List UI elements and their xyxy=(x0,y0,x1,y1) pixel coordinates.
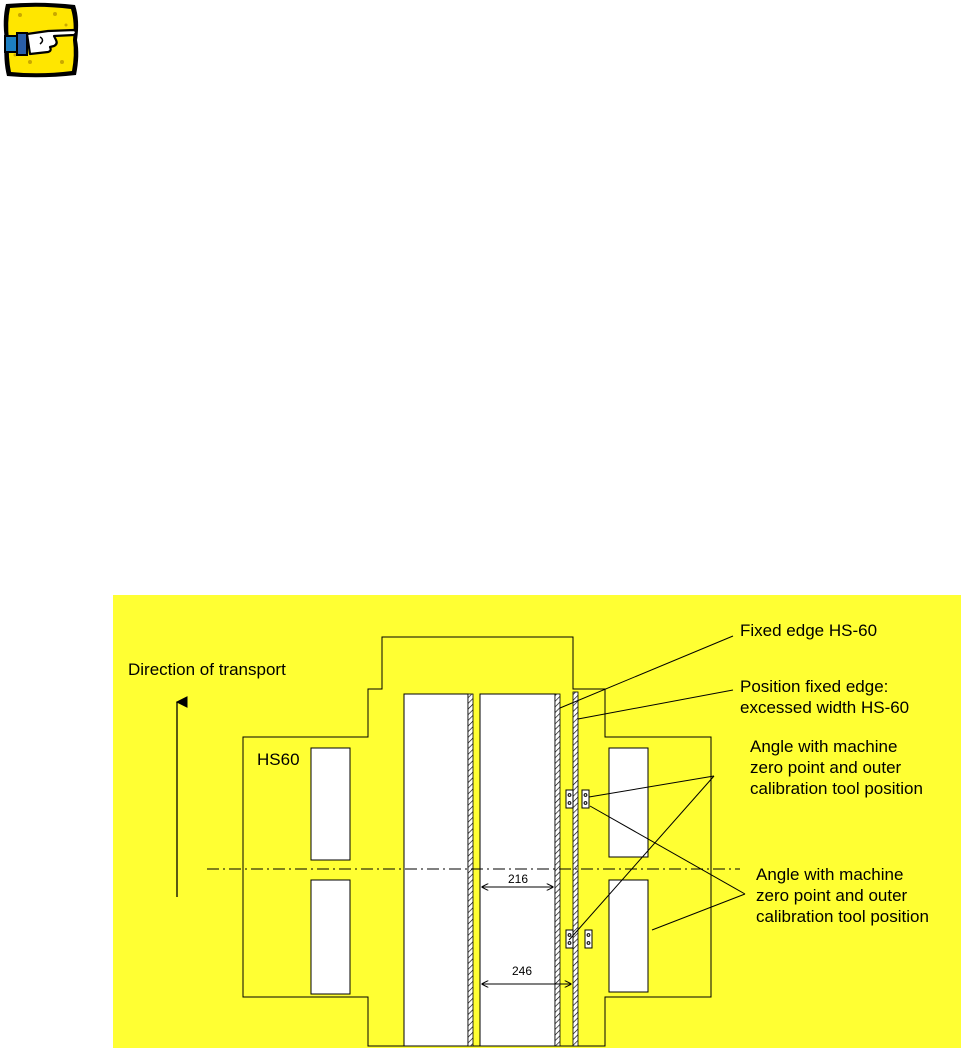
angle-bracket-bottom-right xyxy=(585,930,592,948)
callout-angle-bottom-line3: calibration tool position xyxy=(756,907,929,926)
callout-position-line1: Position fixed edge: xyxy=(740,677,889,696)
fixed-edge-strip xyxy=(555,694,560,1046)
angle-bracket-top-left xyxy=(566,790,573,808)
callout-position-line2: excessed width HS-60 xyxy=(740,698,910,717)
direction-label: Direction of transport xyxy=(128,660,286,679)
callout-angle-top-line3: calibration tool position xyxy=(750,779,923,798)
right-window-top xyxy=(609,748,648,857)
left-window-top xyxy=(311,748,350,860)
callout-angle-bottom-line2: zero point and outer xyxy=(756,886,908,905)
edge-strip-left xyxy=(468,694,473,1046)
callout-fixed-edge: Fixed edge HS-60 xyxy=(740,621,878,640)
dimension-inner-label: 216 xyxy=(508,872,529,886)
right-window-bottom xyxy=(609,880,648,992)
transport-lane-center xyxy=(480,694,555,1046)
machine-label: HS60 xyxy=(257,750,300,769)
dimension-outer-label: 246 xyxy=(512,964,533,978)
angle-bracket-top-right xyxy=(582,790,589,808)
callout-angle-top-line1: Angle with machine xyxy=(750,737,898,756)
callout-angle-top-line2: zero point and outer xyxy=(750,758,902,777)
left-window-bottom xyxy=(311,880,350,994)
transport-lane-left xyxy=(404,694,468,1046)
callout-angle-bottom-line1: Angle with machine xyxy=(756,865,904,884)
